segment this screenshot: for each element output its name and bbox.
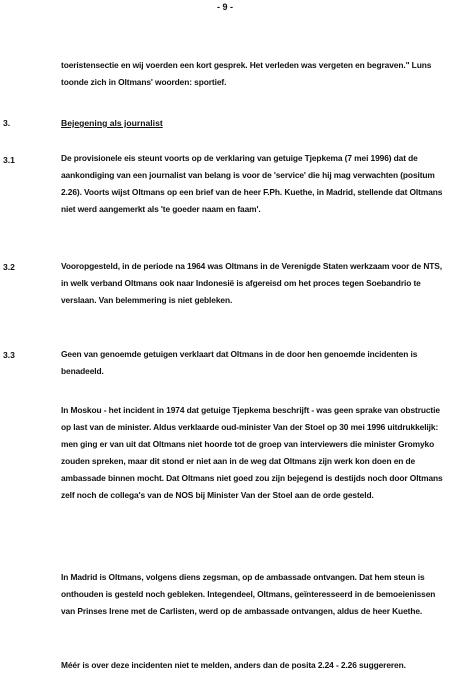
item-number-3-2: 3.2 [3, 262, 15, 272]
page-number: - 9 - [216, 2, 233, 12]
item-text-3-3: Geen van genoemde getuigen verklaart dat Oltmans in de door hen genoemde incidenten is benadeeld. [61, 349, 418, 376]
paragraph-conclusion: Méér is over deze incidenten niet te melden, anders dan de posita 2.24 - 2.26 suggereren. [61, 660, 406, 670]
item-text-3-2: Vooropgesteld, in de periode na 1964 was Oltmans in de Verenigde Staten werkzaam voor de NTS, in welk verband Oltmans ook naar Indonesië is afgereisd om het proces tegen Soebandrio te verslaan. Van belemmering is niet gebleken. [61, 261, 443, 305]
section-title: Bejegening als journalist [61, 118, 163, 128]
item-text-3-1: De provisionele eis steunt voorts op de verklaring van getuige Tjepkema (7 mei 1996) dat de aankondiging van een journalist van belang is voor de 'service' die hij mag verwachten (positum 2.26). Voorts wijst Oltmans op een brief van de heer F.Ph. Kuethe, in Madrid, stellende dat Oltmans niet werd aangemerkt als 'te goeder naam en faam'. [61, 153, 443, 214]
paragraph-moskou: In Moskou - het incident in 1974 dat getuige Tjepkema beschrijft - was geen sprake van obstructie op last van de minister. Aldus verklaarde oud-minister Van der Stoel op 30 mei 1996 uitdrukkelijk: men ging er van uit dat Oltmans niet hoorde tot de groep van interviewers die minister Gromyko zouden spreken, maar dit stond er niet aan in de weg dat Oltmans zijn werk kon doen en de ambassade binnen mocht. Dat Oltmans niet goed zou zijn bejegend is destijds noch door Oltmans zelf noch de collega's van de NOS bij Minister Van der Stoel aan de orde gesteld. [61, 405, 443, 500]
section-number: 3. [3, 118, 11, 128]
intro-paragraph: toeristensectie en wij voerden een kort gesprek. Het verleden was vergeten en begraven." Luns toonde zich in Oltmans' woorden: sportief. [61, 60, 432, 87]
paragraph-madrid: In Madrid is Oltmans, volgens diens zegsman, op de ambassade ontvangen. Dat hem steun is onthouden is gesteld noch gebleken. Integendeel, Oltmans, geïnteresseerd in de bemoeienissen van Prinses Irene met de Carlisten, werd op de ambassade ontvangen, aldus de heer Kuethe. [61, 572, 436, 616]
item-number-3-1: 3.1 [3, 155, 15, 165]
item-number-3-3: 3.3 [3, 350, 15, 360]
